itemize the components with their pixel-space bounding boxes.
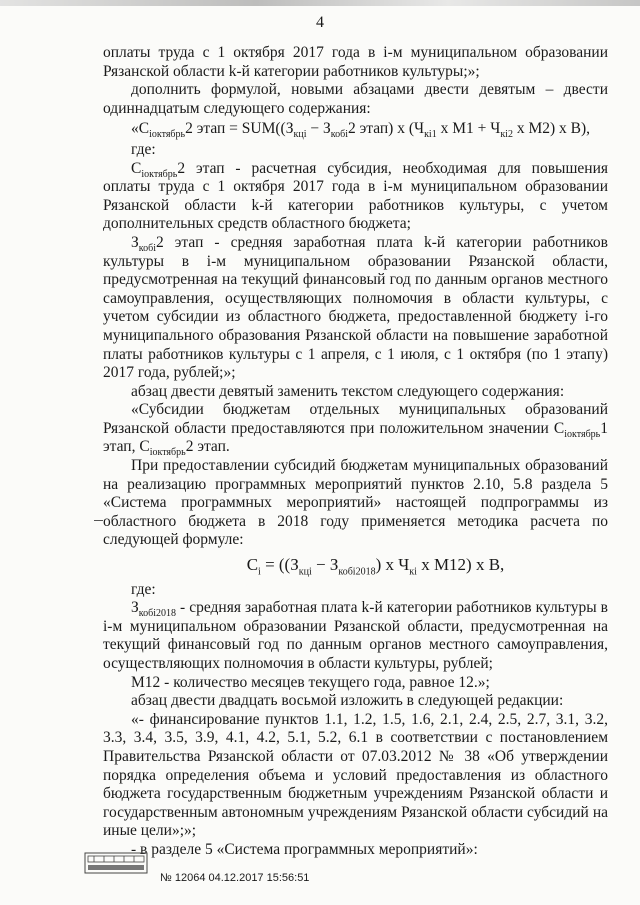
paragraph-method: При предоставлении субсидий бюджетам муниципальных образований на реализацию программных мероприятий пунктов 2.10, 5.8 раздела 5 «Система программных мероприятий» настоящей подпрограммы из областного бюджета в 2018 году применяется методика расчета по следующей формуле:	[103, 457, 608, 549]
formula-2: $C_i = ((З_{кцi} - З_{кобi2018})$ x $Ч_{кi}$ x M12) x B,	[246, 555, 505, 578]
scan-edge	[0, 0, 640, 6]
paragraph-financing: «- финансирование пунктов 1.1, 1.2, 1.5, 1.6, 2.1, 2.4, 2.5, 2.7, 3.1, 3.2, 3.3, 3.4, 3.5, 3.9, 4.1, 4.2, 5.1, 5.2, 6.1 в соответствии с постановлением Правительства Рязанской области от 07.03.2012 № 38 «Об утверждении порядка определения объема и условий предоставления из областного бюджета государственным бюджетным учреждениям Рязанской области и государственным автономным учреждениям Рязанской области субсидий на иные цели»;»;	[103, 710, 608, 840]
definition-c: $C_{iоктябрь}2$ этап - расчетная субсидия, необходимая для повышения оплаты труда с 1 октября 2017 года в i-м муниципальном образовании Рязанской области k-й категории работников культуры, с учетом дополнительных средств областного бюджета;	[103, 159, 608, 233]
page-number: 4	[316, 14, 324, 31]
formula-1: «$C_{iоктябрь}2$ этап = $SUM((З_{кцi} - З_{кобi}2$ этап) x ($Ч_{кi1}$ x $M1 + Ч_{кi2}$ x M2) x B),	[131, 120, 591, 141]
registration-footer: № 12064 04.12.2017 15:56:51	[160, 872, 310, 884]
where-label-1: где:	[131, 140, 156, 158]
where-label-2: где:	[131, 580, 156, 598]
definition-z: $З_{кобi}2$ этап - средняя заработная плата k-й категории работников культуры в i-м муниципальном образовании Рязанской области, предусмотренная на текущий финансовый год по данным органов местного самоуправления, осуществляющих полномочия в области культуры, с учетом субсидии из областного бюджета, предоставленной бюджету i-го муниципального образования Рязанской области на повышение заработной платы работников культуры с 1 апреля, с 1 июля, с 1 октября (по 1 этапу) 2017 года, рублей;»;	[103, 233, 608, 382]
paragraph-add-formula: дополнить формулой, новыми абзацами двести девятым – двести одиннадцатым следующего содержания:	[103, 81, 608, 117]
definition-m12: M12 - количество месяцев текущего года, равное 12.»;	[131, 673, 490, 691]
paragraph-subsidies: «Субсидии бюджетам отдельных муниципальных образований Рязанской области предоставляются при положительном значении $C_{iоктябрь}1$ этап, $C_{iоктябрь}2$ этап.	[103, 401, 608, 459]
document-body	[103, 44, 608, 860]
definition-z2018: $З_{кобi2018}$ - средняя заработная плата k-й категории работников культуры в i-м муниципальном образовании Рязанской области, предусмотренная на текущий финансовый год по данным органов местного самоуправления, осуществляющих полномочия в области культуры, рублей;	[103, 599, 608, 672]
paragraph-section5: - в разделе 5 «Система программных мероприятий»:	[131, 840, 478, 858]
registry-stamp-icon	[84, 852, 148, 874]
paragraph-228: абзац двести двадцать восьмой изложить в следующей редакции:	[131, 692, 564, 710]
paragraph-replace-209: абзац двести девятый заменить текстом следующего содержания:	[131, 382, 565, 400]
paragraph-continuation: оплаты труда с 1 октября 2017 года в i-м муниципальном образовании Рязанской области k-й категории работников культуры;»;	[103, 44, 608, 80]
margin-mark	[94, 520, 103, 521]
